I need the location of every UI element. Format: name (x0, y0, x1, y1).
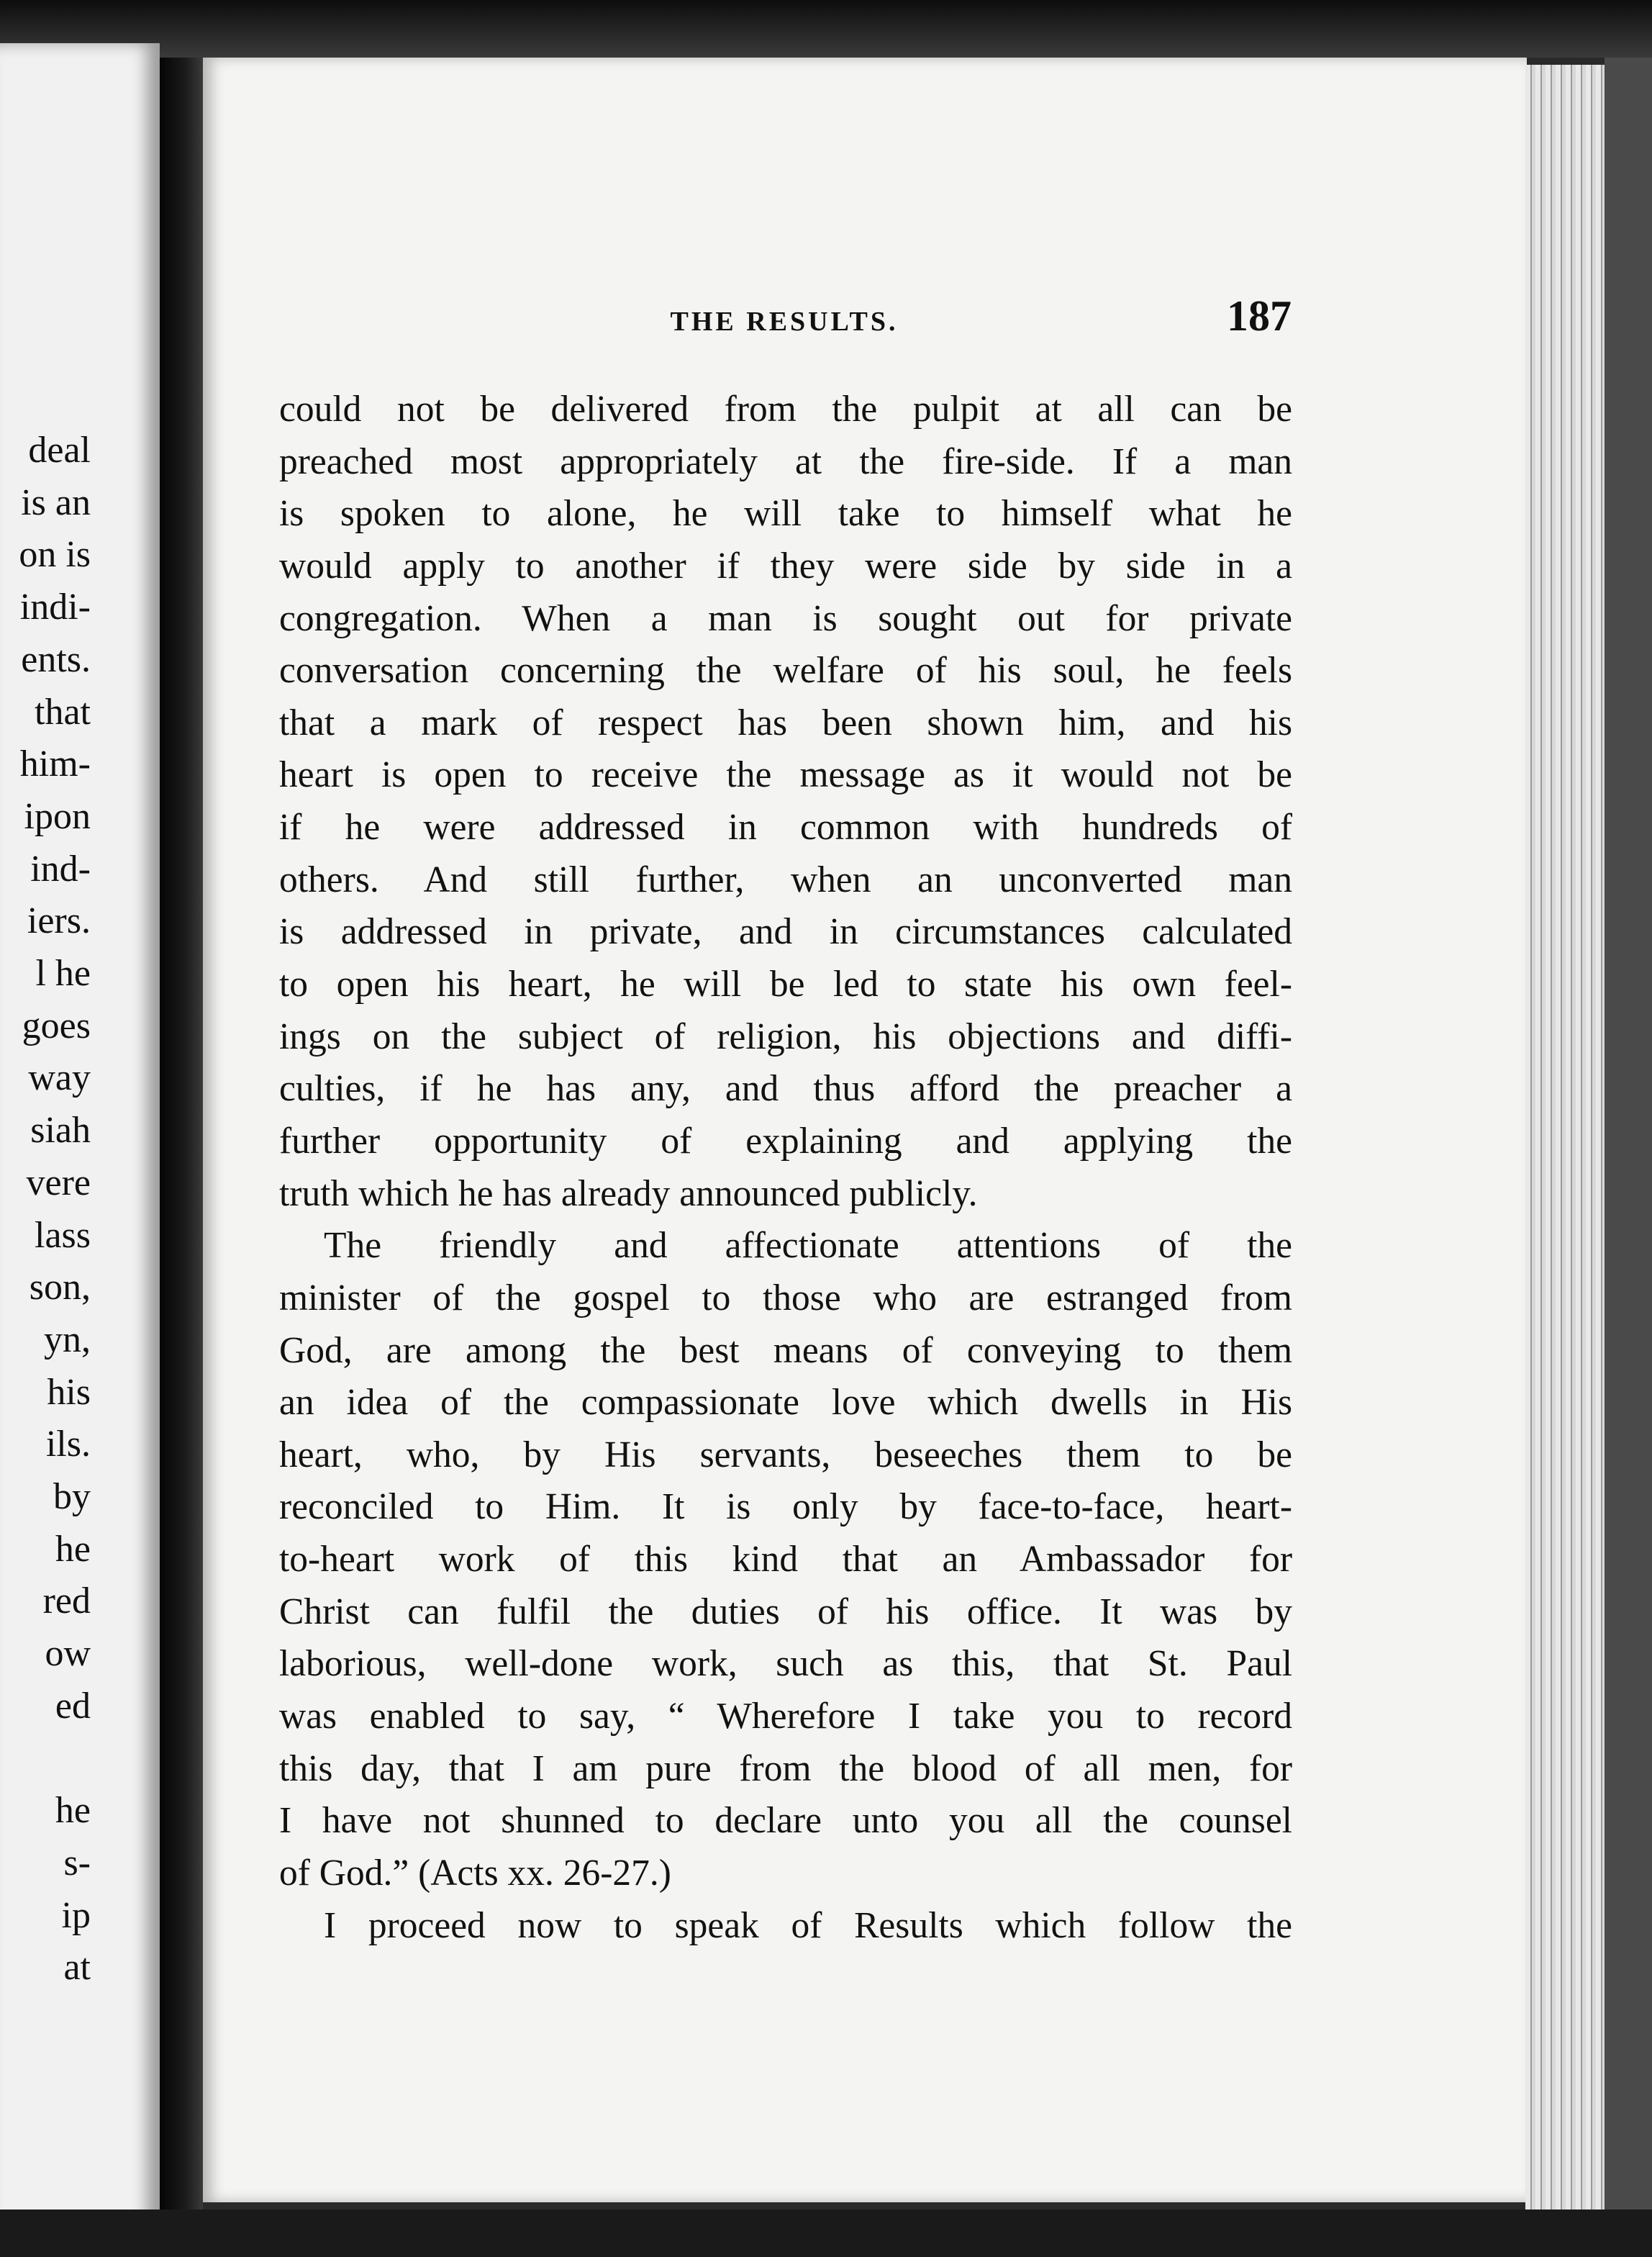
facing-page-fragment: at (63, 1947, 91, 1989)
facing-page-fragment: is an (21, 481, 91, 523)
text-line: if he were addressed in common with hundreds of (279, 807, 1292, 849)
facing-page-text-fragments (19, 425, 91, 1994)
facing-page-fragment: ils. (45, 1424, 91, 1465)
text-line: further opportunity of explaining and applying the (279, 1120, 1292, 1162)
text-line: I proceed now to speak of Results which follow the (324, 1904, 1292, 1946)
facing-page-fragment: on is (19, 534, 91, 576)
facing-page-fragment: ip (61, 1894, 91, 1936)
facing-page-fragment: he (55, 1790, 91, 1832)
facing-page-fragment: yn, (44, 1319, 91, 1360)
facing-page-fragment: iers. (27, 900, 91, 942)
running-head (277, 291, 1292, 349)
facing-page-fragment: red (42, 1580, 91, 1622)
facing-page-fragment: ipon (24, 795, 91, 837)
facing-page-fragment: lass (35, 1214, 91, 1256)
text-line: could not be delivered from the pulpit at all can be (279, 389, 1292, 430)
text-line: I have not shunned to declare unto you all the counsel (279, 1800, 1292, 1842)
facing-page-fragment: way (28, 1057, 91, 1099)
facing-page-fragment (19, 1733, 91, 1786)
facing-page-fragment: goes (22, 1005, 91, 1046)
text-line: reconciled to Him. It is only by face-to-face, heart- (279, 1486, 1292, 1528)
text-line: ings on the subject of religion, his objections and diffi- (279, 1016, 1292, 1057)
text-line: conversation concerning the welfare of his soul, he feels (279, 650, 1292, 692)
running-head-title: THE RESULTS. (670, 307, 899, 337)
page-body-text (279, 384, 1292, 1952)
facing-page-fragment: siah (30, 1110, 91, 1152)
text-line: others. And still further, when an unconverted man (279, 859, 1292, 900)
text-line: preached most appropriately at the fire-side. If a man (279, 440, 1292, 482)
text-line: heart is open to receive the message as it would not be (279, 754, 1292, 796)
facing-page-fragment: ents. (21, 638, 91, 680)
facing-page-fragment: ed (55, 1685, 91, 1727)
facing-page-fragment: that (35, 691, 91, 733)
scan-bottom-edge (0, 2209, 1652, 2257)
facing-page-fragment: him- (19, 743, 91, 785)
scan-top-edge (0, 0, 1652, 58)
text-line: to-heart work of this kind that an Ambassador for (279, 1539, 1292, 1580)
facing-page-fragment: indi- (19, 587, 91, 628)
scan-right-edge (1605, 58, 1652, 2257)
text-line: culties, if he has any, and thus afford the preacher a (279, 1068, 1292, 1110)
text-line: is addressed in private, and in circumstances calculated (279, 911, 1292, 953)
page-edges (1525, 65, 1605, 2217)
book-gutter (160, 58, 203, 2224)
text-line: this day, that I am pure from the blood of all men, for (279, 1747, 1292, 1789)
facing-page-left (0, 43, 160, 2231)
text-line: laborious, well-done work, such as this, that St. Paul (279, 1643, 1292, 1685)
facing-page-fragment: s- (63, 1842, 91, 1883)
facing-page-fragment: deal (28, 430, 91, 471)
text-line: was enabled to say, “ Wherefore I take you to record (279, 1696, 1292, 1737)
text-line: God, are among the best means of conveying to them (279, 1329, 1292, 1371)
facing-page-fragment: his (47, 1371, 91, 1413)
text-line: is spoken to alone, he will take to himself what he (279, 493, 1292, 535)
facing-page-fragment: by (53, 1476, 91, 1518)
page-number: 187 (1227, 292, 1292, 340)
text-line: would apply to another if they were side by side in a (279, 545, 1292, 587)
text-line: an idea of the compassionate love which dwells in His (279, 1382, 1292, 1424)
text-line: to open his heart, he will be led to state his own feel- (279, 964, 1292, 1005)
text-line: minister of the gospel to those who are estranged from (279, 1277, 1292, 1319)
facing-page-fragment: l he (35, 953, 91, 995)
text-line: Christ can fulfil the duties of his office. It was by (279, 1591, 1292, 1632)
facing-page-fragment: ind- (30, 848, 91, 890)
facing-page-fragment: vere (26, 1162, 91, 1203)
text-line: that a mark of respect has been shown him, and his (279, 702, 1292, 743)
text-line: truth which he has already announced publicly. (279, 1172, 978, 1214)
facing-page-fragment: son, (29, 1267, 91, 1308)
text-line: congregation. When a man is sought out for private (279, 597, 1292, 639)
text-line: heart, who, by His servants, beseeches them to be (279, 1434, 1292, 1475)
facing-page-fragment: he (55, 1528, 91, 1570)
facing-page-fragment: ow (45, 1633, 91, 1675)
text-line: of God.” (Acts xx. 26-27.) (279, 1852, 671, 1894)
text-line: The friendly and affectionate attentions of the (324, 1225, 1292, 1267)
